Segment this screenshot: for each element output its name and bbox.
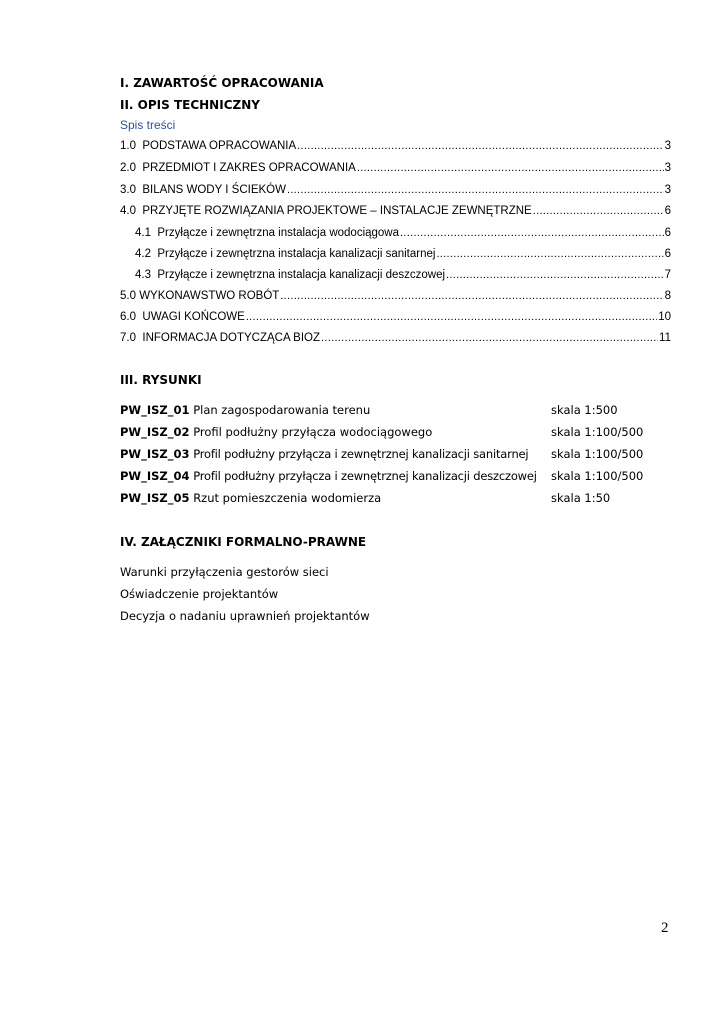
toc-dot-leader xyxy=(280,290,663,302)
toc-entry-number: 1.0 xyxy=(120,140,136,152)
toc-dot-leader xyxy=(436,248,663,260)
drawing-code: PW_ISZ_01 xyxy=(120,403,190,417)
drawing-scale: skala 1:100/500 xyxy=(551,425,644,439)
toc-entry-number: 4.2 xyxy=(135,248,151,260)
toc-entry-number: 7.0 xyxy=(120,332,136,344)
drawing-code: PW_ISZ_05 xyxy=(120,491,190,505)
toc-entry-number: 5.0 xyxy=(120,290,136,302)
toc-entry-page: 8 xyxy=(664,290,671,302)
attachments-heading: IV. ZAŁĄCZNIKI FORMALNO-PRAWNE xyxy=(120,535,367,549)
toc-title: Spis treści xyxy=(120,118,176,132)
drawing-row xyxy=(120,447,644,465)
toc-entry-number: 3.0 xyxy=(120,184,136,196)
toc-entry-page: 11 xyxy=(659,332,671,344)
toc-entry[interactable] xyxy=(120,290,671,308)
toc-subentry[interactable] xyxy=(135,227,671,245)
toc-dot-leader xyxy=(297,140,663,152)
page-number: 2 xyxy=(661,920,669,936)
toc-entry-label: INFORMACJA DOTYCZĄCA BIOZ xyxy=(142,332,321,344)
toc-entry-label: PODSTAWA OPRACOWANIA xyxy=(142,140,297,152)
drawing-row xyxy=(120,403,640,421)
drawing-code: PW_ISZ_03 xyxy=(120,447,190,461)
drawing-scale: skala 1:100/500 xyxy=(551,469,644,483)
toc-entry-label: Przyłącze i zewnętrzna instalacja kanalizacji deszczowej xyxy=(157,269,446,281)
toc-entry[interactable] xyxy=(120,184,671,202)
toc-entry-number: 2.0 xyxy=(120,162,136,174)
toc-entry-page: 6 xyxy=(664,227,671,239)
toc-entry-page: 3 xyxy=(664,162,671,174)
toc-entry-label: Przyłącze i zewnętrzna instalacja kanalizacji sanitarnej xyxy=(157,248,436,260)
drawings-heading: III. RYSUNKI xyxy=(120,373,202,387)
toc-subentry[interactable] xyxy=(135,269,671,287)
drawing-title: Profil podłużny przyłącza i zewnętrznej kanalizacji sanitarnej xyxy=(193,447,529,461)
toc-entry[interactable] xyxy=(120,332,671,350)
toc-entry-label: UWAGI KOŃCOWE xyxy=(142,311,245,323)
drawing-code: PW_ISZ_04 xyxy=(120,469,190,483)
toc-entry-label: PRZYJĘTE ROZWIĄZANIA PROJEKTOWE – INSTALACJE ZEWNĘTRZNE xyxy=(142,205,532,217)
drawing-title: Rzut pomieszczenia wodomierza xyxy=(193,491,382,505)
toc-entry-label: BILANS WODY I ŚCIEKÓW xyxy=(142,184,286,196)
toc-entry-page: 6 xyxy=(664,205,671,217)
toc-entry-number: 4.1 xyxy=(135,227,151,239)
toc-entry[interactable] xyxy=(120,140,671,158)
technical-description-heading: II. OPIS TECHNICZNY xyxy=(120,98,260,112)
drawing-scale: skala 1:100/500 xyxy=(551,447,644,461)
toc-entry-page: 7 xyxy=(664,269,671,281)
toc-entry-page: 6 xyxy=(664,248,671,260)
drawing-row xyxy=(120,469,644,487)
attachment-item: Warunki przyłączenia gestorów sieci xyxy=(120,565,329,579)
toc-dot-leader xyxy=(321,332,658,344)
attachment-item: Decyzja o nadaniu uprawnień projektantów xyxy=(120,609,370,623)
toc-entry-number: 4.0 xyxy=(120,205,136,217)
toc-entry-page: 3 xyxy=(664,140,671,152)
attachment-item: Oświadczenie projektantów xyxy=(120,587,279,601)
drawing-row xyxy=(120,425,644,443)
drawing-code: PW_ISZ_02 xyxy=(120,425,190,439)
drawing-scale: skala 1:500 xyxy=(551,403,618,417)
drawing-row xyxy=(120,491,640,509)
drawing-title: Profil podłużny przyłącza wodociągowego xyxy=(193,425,433,439)
toc-dot-leader xyxy=(533,205,664,217)
toc-dot-leader xyxy=(446,269,664,281)
toc-entry-label: WYKONAWSTWO ROBÓT xyxy=(139,290,280,302)
toc-dot-leader xyxy=(400,227,664,239)
toc-entry-number: 6.0 xyxy=(120,311,136,323)
toc-entry-number: 4.3 xyxy=(135,269,151,281)
drawing-title: Profil podłużny przyłącza i zewnętrznej kanalizacji deszczowej xyxy=(193,469,537,483)
drawing-title: Plan zagospodarowania terenu xyxy=(193,403,371,417)
toc-entry-label: PRZEDMIOT I ZAKRES OPRACOWANIA xyxy=(142,162,356,174)
toc-entry-label: Przyłącze i zewnętrzna instalacja wodociągowa xyxy=(157,227,400,239)
drawing-scale: skala 1:50 xyxy=(551,491,611,505)
toc-entry[interactable] xyxy=(120,311,671,329)
toc-subentry[interactable] xyxy=(135,248,671,266)
toc-entry[interactable] xyxy=(120,162,671,180)
toc-dot-leader xyxy=(246,311,657,323)
contents-heading: I. ZAWARTOŚĆ OPRACOWANIA xyxy=(120,76,324,90)
toc-entry-page: 10 xyxy=(658,311,671,323)
toc-dot-leader xyxy=(357,162,664,174)
toc-entry[interactable] xyxy=(120,205,671,223)
toc-entry-page: 3 xyxy=(664,184,671,196)
toc-dot-leader xyxy=(287,184,664,196)
